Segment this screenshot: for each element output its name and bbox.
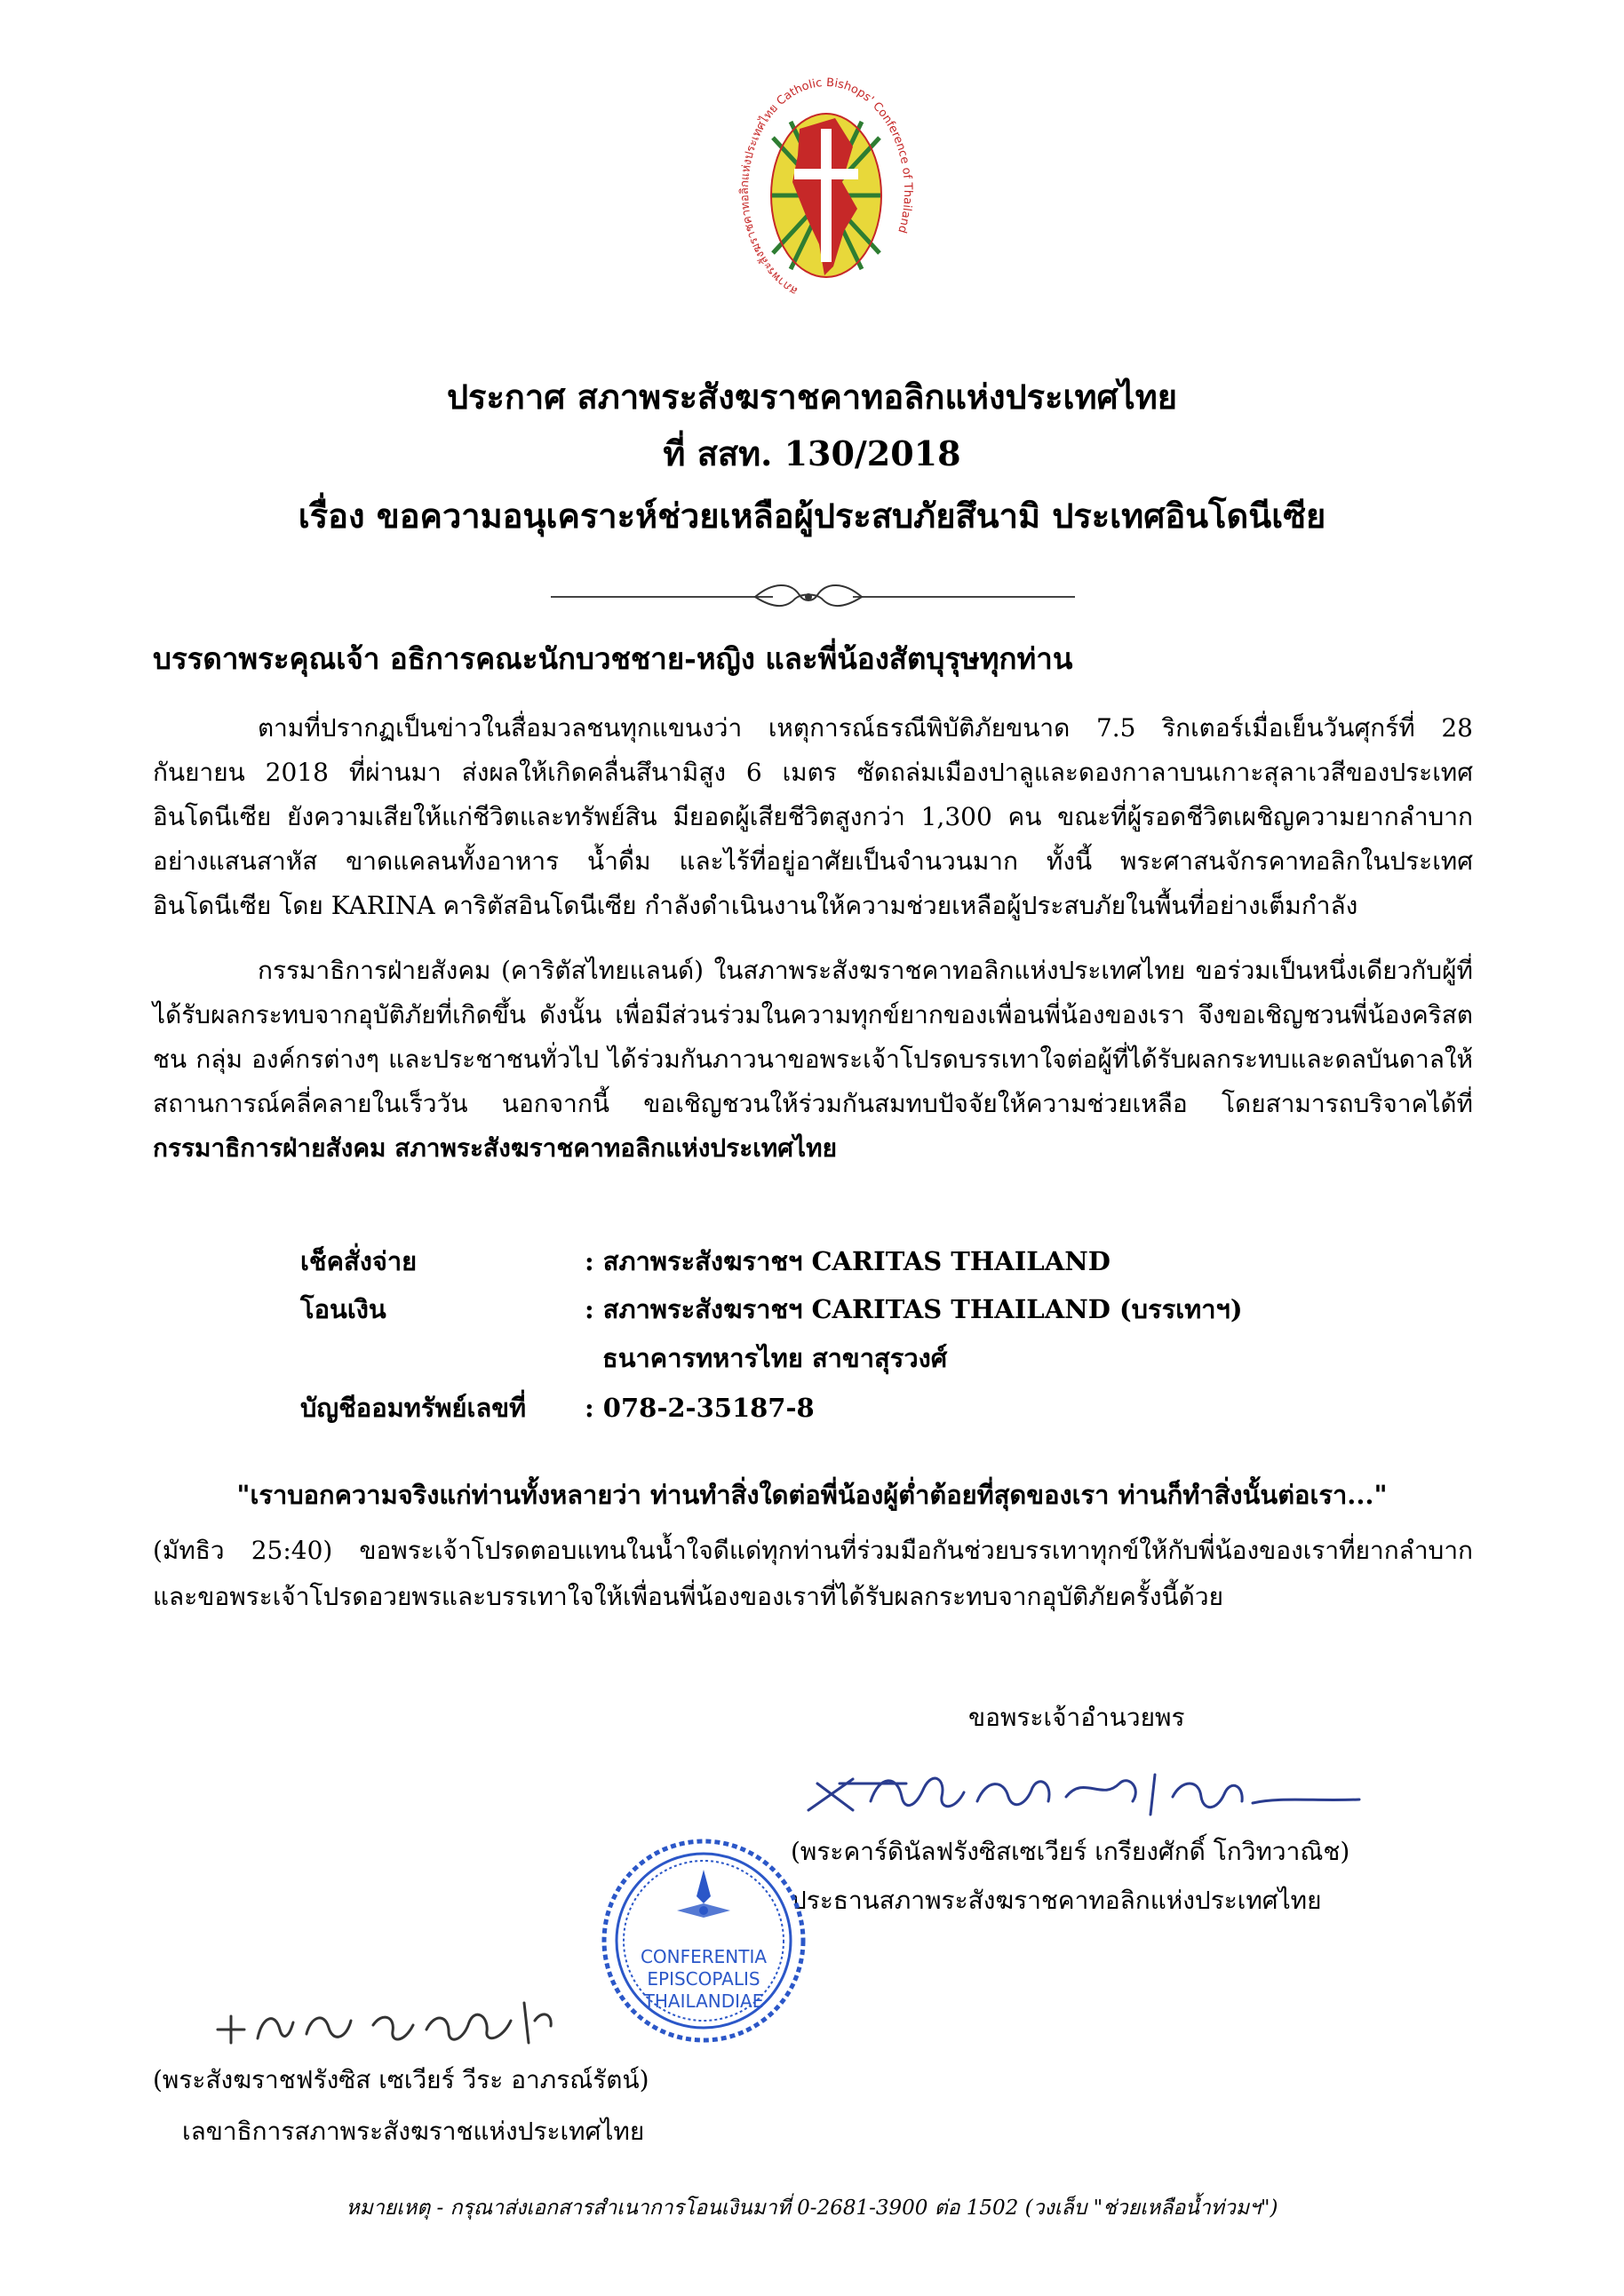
seal-text-2: EPISCOPALIS — [647, 1968, 760, 1990]
signer-2-name: (พระสังฆราชฟรังซิส เซเวียร์ วีระ อาภรณ์รัตน์) — [153, 2065, 649, 2094]
salutation: บรรดาพระคุณเจ้า อธิการคณะนักบวชชาย-หญิง และพี่น้องสัตบุรุษทุกท่าน — [153, 641, 1073, 676]
signer-2-role: เลขาธิการสภาพระสังฆราชแห่งประเทศไทย — [182, 2117, 645, 2146]
cheque-label: เช็คสั่งจ่าย — [300, 1246, 418, 1276]
scripture-quote: "เราบอกความจริงแก่ท่านทั้งหลายว่า ท่านทำสิ่งใดต่อพี่น้องผู้ต่ำต้อยที่สุดของเรา ท่านก็ทำสิ่งนั้นต่อเรา..." — [236, 1480, 1388, 1510]
body-paragraph-2 — [153, 949, 1473, 1171]
signer-1-name: (พระคาร์ดินัลฟรังซิสเซเวียร์ เกรียงศักดิ์ โกวิทวาณิช) — [791, 1837, 1350, 1866]
paragraph-2-text: กรรมาธิการฝ่ายสังคม (คาริตัสไทยแลนด์) ในสภาพระสังฆราชคาทอลิกแห่งประเทศไทย ขอร่วมเป็นหนึ่งเดียวกับผู้ที่ได้รับผลกระทบจากอุบัติภัยที่เกิดขึ้น ดังนั้น เพื่อมีส่วนร่วมในความทุกข์ยากของเพื่อนพี่น้องของเรา จึงขอเชิญชวนพี่น้องคริสตชน กลุ่ม องค์กรต่างๆ และประชาชนทั่วไป ได้ร่วมกันภาวนาขอพระเจ้าโปรดบรรเทาใจต่อผู้ที่ได้รับผลกระทบและดลบันดาลให้สถานการณ์คลี่คลายในเร็ววัน นอกจากนี้ ขอเชิญชวนให้ร่วมกันสมทบปัจจัยให้ความช่วยเหลือ โดยสามารถบริจาคได้ที่ — [153, 956, 1473, 1118]
subject-line: เรื่อง ขอความอนุเคราะห์ช่วยเหลือผู้ประสบภัยสึนามิ ประเทศอินโดนีเซีย — [298, 496, 1326, 536]
seal-text-3: THAILANDIAE — [643, 1990, 764, 2012]
announcement-title: ประกาศ สภาพระสังฆราชคาทอลิกแห่งประเทศไทย — [446, 377, 1178, 417]
seal-text-1: CONFERENTIA — [640, 1946, 768, 1967]
paragraph-2-bold: กรรมาธิการฝ่ายสังคม สภาพระสังฆราชคาทอลิกแห่งประเทศไทย — [153, 1133, 837, 1163]
body-paragraph-1: ตามที่ปรากฏเป็นข่าวในสื่อมวลชนทุกแขนงว่า เหตุการณ์ธรณีพิบัติภัยขนาด 7.5 ริกเตอร์เมื่อเย็นวันศุกร์ที่ 28 กันยายน 2018 ที่ผ่านมา ส่งผลให้เกิดคลื่นสึนามิสูง 6 เมตร ซัดถล่มเมืองปาลูและดองกาลาบนเกาะสุลาเวสีของประเทศอินโดนีเซีย ยังความเสียให้แก่ชีวิตและทรัพย์สิน มียอดผู้เสียชีวิตสูงกว่า 1,300 คน ขณะที่ผู้รอดชีวิตเผชิญความยากลำบากอย่างแสนสาหัส ขาดแคลนทั้งอาหาร น้ำดื่ม และไร้ที่อยู่อาศัยเป็นจำนวนมาก ทั้งนี้ พระศาสนจักรคาทอลิกในประเทศอินโดนีเซีย โดย KARINA คาริตัสอินโดนีเซีย กำลังดำเนินงานให้ความช่วยเหลือผู้ประสบภัยในพื้นที่อย่างเต็มกำลัง — [153, 713, 1473, 920]
account-label: บัญชีออมทรัพย์เลขที่ — [300, 1393, 527, 1423]
ornament-divider — [551, 577, 1075, 613]
transfer-value: : สภาพระสังฆราชฯ CARITAS THAILAND (บรรเทาฯ) — [585, 1294, 1243, 1324]
footnote: หมายเหตุ - กรุณาส่งเอกสารสำเนาการโอนเงินมาที่ 0-2681-3900 ต่อ 1502 (วงเล็บ "ช่วยเหลือน้ำท่วมฯ") — [346, 2197, 1278, 2220]
cbct-logo — [737, 75, 915, 315]
cheque-value: : สภาพระสังฆราชฯ CARITAS THAILAND — [585, 1246, 1111, 1276]
signer-1-role: ประธานสภาพระสังฆราชคาทอลิกแห่งประเทศไทย — [791, 1886, 1322, 1915]
signature-cardinal — [800, 1748, 1377, 1846]
logo-ring-text: สภาพระสังฆราชคาทอลิกแห่งประเทศไทย Catholic Bishops' Conference of Thailand — [738, 75, 915, 298]
signature-secretary — [204, 1967, 595, 2065]
account-value: : 078-2-35187-8 — [585, 1393, 815, 1423]
bank-name: ธนาคารทหารไทย สาขาสุรวงศ์ — [602, 1343, 948, 1373]
conference-seal — [597, 1834, 810, 2047]
blessing-line: ขอพระเจ้าอำนวยพร — [968, 1703, 1185, 1732]
body-paragraph-3: (มัทธิว 25:40) ขอพระเจ้าโปรดตอบแทนในน้ำใจดีแด่ทุกท่านที่ร่วมมือกันช่วยบรรเทาทุกข์ให้กับพี่น้องของเราที่ยากลำบากและขอพระเจ้าโปรดอวยพรและบรรเทาใจให้เพื่อนพี่น้องของเราที่ได้รับผลกระทบจากอุบัติภัยครั้งนี้ด้วย — [153, 1536, 1473, 1611]
document-number: ที่ สสท. 130/2018 — [663, 433, 961, 473]
transfer-label: โอนเงิน — [300, 1294, 386, 1324]
